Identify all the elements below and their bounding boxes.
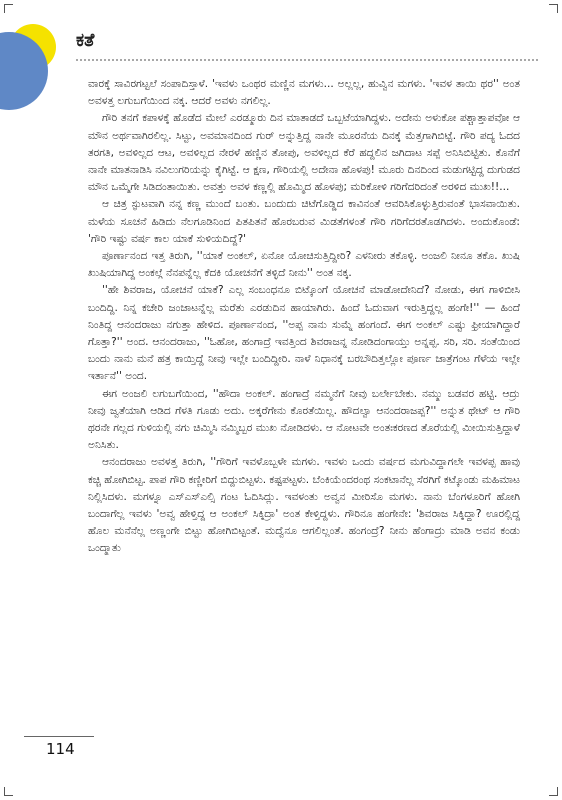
dotted-title-rule <box>76 59 538 61</box>
page-number: 114 <box>46 740 75 758</box>
paragraph: ಆನಂದರಾಜು ಅವಳತ್ತ ತಿರುಗಿ, ''ಗೌರಿಗೆ ಇವಳೊಬ್ಬಳೇ ಮಗಳು. ಇವಳು ಒಂದು ವರ್ಷದ ಮಗುವಿದ್ದಾಗಲೇ ಇವಳಪ್ಪ ಹಾವು ಕಚ್ಚಿ ಹೋಗಿಬಿಟ್ಟ. ಪಾಪ ಗೌರಿ ಕಣ್ಣೀರಿಗೆ ಬಿದ್ದುಬಿಟ್ಟಳು. ಕಷ್ಟಪಟ್ಟಳು. ಬೆಂಕಿಯೆಂದರಂಥ ಸಂಕಟಾನೆಲ್ಲ ಸೆರಗಿಗೆ ಕಟ್ಕೊಂಡು ಮಹಿಮಾಟ ನಿಲ್ಲಿಸಿದಳು. ಮಗಳ್ನೂ ಎಸ್ಎಸ್ಎಲ್ಸಿ ಗಂಟ ಓದಿಸಿದ್ಲು. ಇವಳಂತು ಅವ್ವನ ಮೀರಿಸೊ ಮಗಳು. ನಾನು ಬೆಂಗಳೂರಿಗೆ ಹೋಗಿ ಬಂದಾಗೆಲ್ಲ ಇವಳು 'ಅವ್ವ ಹೇಳ್ತಿದ್ದ ಆ ಅಂಕಲ್ ಸಿಕ್ಕಿದ್ರಾ' ಅಂತ ಕೇಳ್ತಿದ್ದಳು. ಗೌರಿನೂ ಹಂಗೇನೇ: 'ಶಿವರಾಜ ಸಿಕ್ಕಿದ್ದಾ? ಊರಲ್ಲಿದ್ದ ಹೊಲ ಮನೆನೆಲ್ಲ ಅಣ್ಣಂಗೇ ಬಿಟ್ಟು ಹೋಗಿಬಿಟ್ಟಂತೆ. ಮದ್ವೆನೂ ಆಗಲಿಲ್ಲಂತೆ. ಹಂಗಂದ್ರೆ? ನೀನು ಹೆಂಗಾದ್ರು ಮಾಡಿ ಅವನ ಕಂಡು ಒಂದ್ಮಾತು <box>88 456 520 555</box>
crop-mark-bottom-right <box>549 787 558 796</box>
paragraph: ಪೂರ್ಣಾನಂದ ಇತ್ತ ತಿರುಗಿ, ''ಯಾಕೆ ಅಂಕಲ್, ಏನೋ ಯೋಚಿಸುತ್ತಿದ್ದೀರಿ? ಎಳನೀರು ತಕೊಳ್ಳಿ. ಅಂಜಲಿ ನೀನೂ ತಕೊ. ಖುಷಿ ಖುಷಿಯಾಗಿದ್ದ ಅಂಕಲ್ಗೆ ನೆನಪನ್ನೆಲ್ಲ ಕೆದಕಿ ಯೋಚನೆಗೆ ತಳ್ಳಿದೆ ನೀನು'' ಅಂತ ನಕ್ಕ. <box>88 250 520 280</box>
crop-mark-top-left <box>4 4 13 13</box>
crop-mark-top-right <box>549 4 558 13</box>
paragraph: ಗೌರಿ ತನಗೆ ಕಪಾಳಕ್ಕೆ ಹೊಡೆದ ಮೇಲೆ ಎರಡ್ಮೂರು ದಿನ ಮಾತಾಡದೆ ಒಬ್ಬಟೆಯಾಗಿದ್ದಳು. ಅದೇನು ಅಳುಕೋ ಪಶ್ಚಾತ್ತಾಪವೋ ಆ ಮೌನ ಅರ್ಥವಾಗಿರಲಿಲ್ಲ. ಸಿಟ್ಟು, ಅವಮಾನದಿಂದ ಗುರ್ ಅನ್ನುತ್ತಿದ್ದ ನಾನೇ ಮೂರನೆಯ ದಿನಕ್ಕೆ ಮೆತ್ತಗಾಗಿಬಿಟ್ಟೆ. ಗೌರಿ ಪದ್ಯ ಓದದ ತರಗತಿ, ಅವಳಿಲ್ಲದ ಆಟ, ಅವಳಿಲ್ಲದ ನೇರಳೆ ಹಣ್ಣಿನ ತೋಪು, ಅವಳಿಲ್ಲದ ಕೆರೆ ಹದ್ದಲಿನ ಜಗಿದಾಟ ಸಪ್ಪೆ ಅನಿಸಿಬಿಟ್ಟಿತು. ಕೊನೆಗೆ ನಾನೇ ಮಾತನಾಡಿಸಿ ನವಿಲುಗರಿಯನ್ನು ಕೈಗಿಟ್ಟೆ. ಆ ಕ್ಷಣ, ಗೌರಿಯಲ್ಲಿ ಅದೇನಾ ಹೊಳಪು! ಮೂರು ದಿನದಿಂದ ಮಡುಗಟ್ಟಿದ್ದ ದುಗುಡದ ಮೌನ ಒಮ್ಮೆಗೇ ಸಿಡಿದಂತಾಯಿತು. ಅವತ್ತು ಅವಳ ಕಣ್ಣಲ್ಲಿ ಹೊಮ್ಮಿದ ಹೊಳಪು; ಮರಿಕೋಳಿ ಗರಿಗೆದರಿದಂತೆ ಅರಳಿದ ಮುಖ!!... <box>88 112 520 194</box>
body-text <box>88 76 520 558</box>
paragraph: ''ಹೇ ಶಿವರಾಜ, ಯೋಚನೆ ಯಾಕೆ? ಎಲ್ಲ ಸಂಬಂಧನೂ ಬಿಟ್ಕೊಂಗೆ ಯೋಚನೆ ಮಾಡೋದೇನಿದೆ? ನೋಡು, ಈಗ ಗಾಳಿಬೀಸಿ ಬಂದಿದ್ದಿ. ನಿನ್ನ ಕಚೇರಿ ಜಂಜಾಟನ್ನೆಲ್ಲ ಮರೆತು ಎರಡುದಿನ ಹಾಯಾಗಿರು. ಹಿಂದೆ ಓದುವಾಗ ಇರುತ್ತಿದ್ದಲ್ಲ ಹಂಗೇ!'' — ಹಿಂದೆ ನಿಂತಿದ್ದ ಆನಂದರಾಜು ನಗುತ್ತಾ ಹೇಳಿದ. ಪೂರ್ಣಾನಂದ, ''ಅಪ್ಪ ನಾನು ಸುಮ್ನೆ ಹಂಗಂದೆ. ಈಗ ಅಂಕಲ್ ಎಷ್ಟು ಫ್ರೀಯಾಗಿದ್ದಾರೆ ಗೊತ್ತಾ?'' ಅಂದ. ಆನಂದರಾಜು, ''ಓಹೋ, ಹಂಗಾದ್ರೆ ಇವತ್ತಿಂದ ಶಿವರಾಜನ್ನ ನೋಡಿದಂಗಾಯ್ತು ಅನ್ನಪ್ಪ. ಸರಿ, ಸರಿ. ಸಂತೆಯಿಂದ ಬಂದು ನಾನು ಮನೆ ಹತ್ರ ಕಾಯ್ತಿದ್ದೆ ನೀವು ಇಲ್ಲೇ ಬಂದಿದ್ದೀರಿ. ನಾಳೆ ನಿಧಾನಕ್ಕೆ ಬರಬೌದಿತ್ತಲ್ಲೋ ಪೂರ್ಣ ಜಾತ್ರೆಗಂಟ ಗೆಳೆಯ ಇಲ್ಲೇ ಇರ್ತಾನೆ'' ಅಂದ. <box>88 284 520 383</box>
crop-mark-bottom-left <box>4 787 13 796</box>
page-number-rule <box>24 736 94 737</box>
paragraph: ವಾರಕ್ಕೆ ಸಾವಿರಗಟ್ಟಲೆ ಸಂಪಾದಿಸ್ತಾಳೆ. 'ಇವಳು ಒಂಥರ ಮಣ್ಣಿನ ಮಗಳು... ಅಲ್ಲಲ್ಲ, ಹುವ್ವಿನ ಮಗಳು. 'ಇವಳ ತಾಯಿ ಥರ'' ಅಂತ ಅವಳತ್ತ ಲಗುಬಗೆಯಿಂದ ನಕ್ಕ. ಆದರೆ ಅವಳು ನಗಲಿಲ್ಲ. <box>88 78 520 108</box>
paragraph: ಈಗ ಅಂಜಲಿ ಲಗುಬಗೆಯಿಂದ, ''ಹೌದಾ ಅಂಕಲ್. ಹಂಗಾದ್ರೆ ನಮ್ಮನೆಗೆ ನೀವು ಬರ್ಲೇಬೇಕು. ನಮ್ಮು ಬಡವರ ಹಟ್ಟಿ. ಆದ್ರು ನೀವು ಜ್ವತೆಯಾಗಿ ಆಡಿದ ಗೆಳತಿ ಗೂಡು ಅದು. ಅಕ್ಕರೆಗೇನು ಕೊರತೆಯಿಲ್ಲ. ಹೌದಲ್ವಾ ಆನಂದರಾಜಪ್ಪ?'' ಅನ್ನುತ ಥೇಟ್ ಆ ಗೌರಿ ಥರನೇ ಗಲ್ಲದ ಗುಳಿಯಲ್ಲಿ ನಗು ಚಿಮ್ಮಿಸಿ ನಮ್ಮಿಬ್ಬರ ಮುಖ ನೋಡಿದಳು. ಆ ನೋಟವೇ ಅಂತಃಕರಣದ ತೊರೆಯಲ್ಲಿ ಮೀಯಿಸುತ್ತಿದ್ದಾಳೆ ಅನಿಸಿತು. <box>88 387 520 452</box>
section-title: ಕತೆ <box>76 30 95 51</box>
paragraph: ಆ ಚಿತ್ರ ಸ್ಫುಟವಾಗಿ ನನ್ನ ಕಣ್ಣ ಮುಂದೆ ಬಂತು. ಬಂದುದು ಚಿಟೆಗೊಡ್ಡಿದ ಕಾವಿನಂತೆ ಆವರಿಸಿಕೊಳ್ಳುತ್ತಿರುವಂತೆ ಭಾಸವಾಯಿತು. ಮಳೆಯ ಸೂಚನೆ ಹಿಡಿದು ನೆಲಗೂಡಿನಿಂದ ಪಿತಪಿತನೆ ಹೊರಬರುವ ಮಿಡತೆಗಳಂತೆ ಗೌರಿ ಗರಿಗೆದರತೊಡಗಿದಳು. ಅಂದುಕೊಂಡೆ: 'ಗೌರಿ ಇಷ್ಟು ವರ್ಷ ಕಾಲ ಯಾಕೆ ಸುಳಿಯದಿದ್ದೆ?' <box>88 198 520 245</box>
